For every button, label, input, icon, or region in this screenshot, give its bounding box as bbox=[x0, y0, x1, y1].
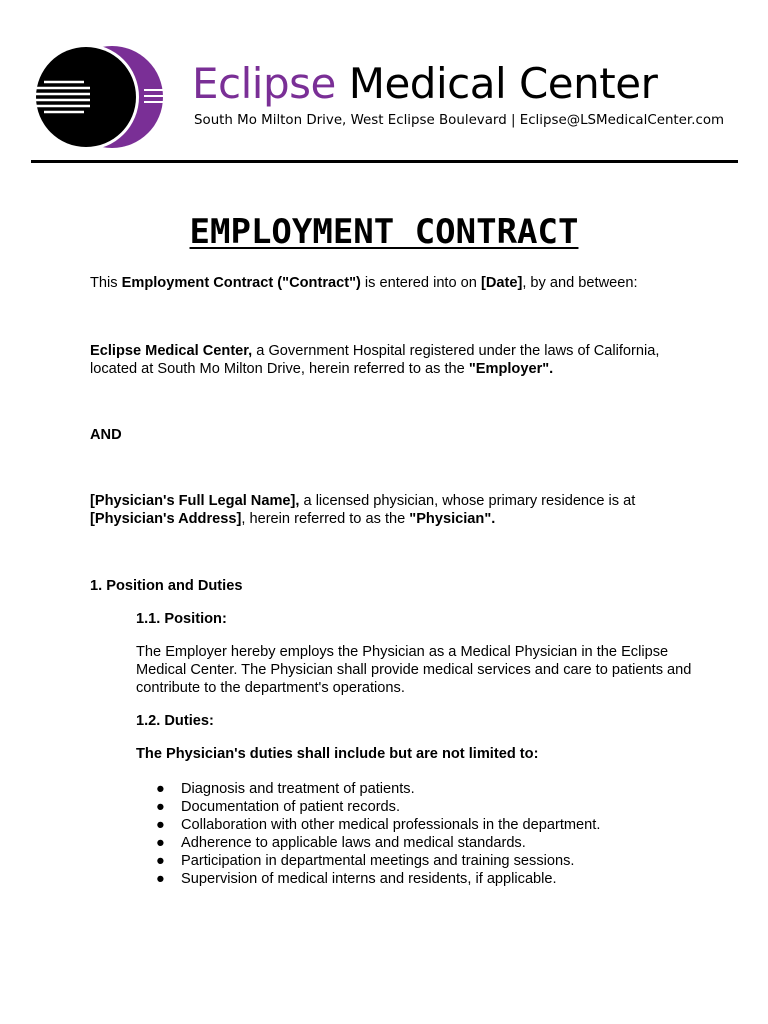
duty-text: Adherence to applicable laws and medical standards. bbox=[181, 835, 526, 851]
intro-contract-term: Employment Contract ("Contract") bbox=[121, 275, 361, 291]
physician-description: a licensed physician, whose primary residence is at bbox=[299, 493, 636, 509]
section-1-1-heading-text: 1.1. Position: bbox=[136, 611, 227, 627]
bullet-icon: ● bbox=[156, 853, 165, 869]
organization-name bbox=[192, 58, 657, 110]
physician-term: "Physician". bbox=[409, 511, 496, 527]
section-1-2-heading bbox=[136, 712, 696, 730]
duty-text: Diagnosis and treatment of patients. bbox=[181, 781, 415, 797]
black-moon-shape bbox=[36, 47, 136, 147]
intro-text-1: This bbox=[90, 275, 122, 291]
section-1-2-lead bbox=[136, 745, 696, 763]
bullet-icon: ● bbox=[156, 799, 165, 815]
eclipse-logo-svg bbox=[34, 44, 168, 150]
bullet-icon: ● bbox=[156, 871, 165, 887]
employer-name: Eclipse Medical Center, bbox=[90, 343, 253, 359]
intro-text-2: is entered into on bbox=[360, 275, 481, 291]
intro-text-3: , by and between: bbox=[522, 275, 638, 291]
physician-text-2: , herein referred to as the bbox=[241, 511, 410, 527]
duties-list bbox=[136, 780, 696, 888]
duty-text: Participation in departmental meetings and training sessions. bbox=[181, 853, 575, 869]
employer-term: "Employer". bbox=[468, 361, 554, 377]
physician-paragraph bbox=[90, 492, 690, 528]
and-label bbox=[90, 426, 690, 444]
bullet-icon: ● bbox=[156, 835, 165, 851]
duty-text: Collaboration with other medical professionals in the department. bbox=[181, 817, 601, 833]
list-item bbox=[136, 834, 696, 852]
section-1-2-lead-text: The Physician's duties shall include but are not limited to: bbox=[136, 746, 539, 762]
document-title-text: EMPLOYMENT CONTRACT bbox=[189, 212, 579, 252]
org-name-eclipse: Eclipse bbox=[192, 59, 336, 108]
eclipse-logo-icon bbox=[34, 44, 168, 150]
employer-description: a Government Hospital registered under the laws of California, located at South Mo Milton Drive, herein referred to as the bbox=[90, 343, 660, 377]
header-divider bbox=[31, 160, 738, 163]
organization-address: South Mo Milton Drive, West Eclipse Boulevard | Eclipse@LSMedicalCenter.com bbox=[194, 113, 725, 128]
document-title bbox=[0, 210, 768, 254]
section-1-2-heading-text: 1.2. Duties: bbox=[136, 713, 214, 729]
physician-address-placeholder: [Physician's Address] bbox=[90, 511, 242, 527]
physician-name-placeholder: [Physician's Full Legal Name], bbox=[90, 493, 300, 509]
intro-paragraph bbox=[90, 274, 690, 292]
section-1-1-text: The Employer hereby employs the Physician as a Medical Physician in the Eclipse Medical Center. The Physician shall provide medical services and care to patients and contribute to the department's operations. bbox=[136, 644, 692, 696]
bullet-icon: ● bbox=[156, 817, 165, 833]
and-label-text: AND bbox=[90, 427, 122, 443]
employer-paragraph bbox=[90, 342, 690, 378]
section-1-1-heading bbox=[136, 610, 696, 628]
bullet-icon: ● bbox=[156, 781, 165, 797]
list-item bbox=[136, 780, 696, 798]
list-item bbox=[136, 816, 696, 834]
duty-text: Documentation of patient records. bbox=[181, 799, 401, 815]
list-item bbox=[136, 798, 696, 816]
section-1-heading-text: 1. Position and Duties bbox=[90, 578, 243, 594]
letterhead bbox=[0, 0, 768, 170]
section-1-heading bbox=[90, 577, 690, 595]
duty-text: Supervision of medical interns and residents, if applicable. bbox=[181, 871, 557, 887]
org-name-medical-center: Medical Center bbox=[348, 59, 658, 108]
list-item bbox=[136, 870, 696, 888]
intro-date-placeholder: [Date] bbox=[480, 275, 523, 291]
list-item bbox=[136, 852, 696, 870]
